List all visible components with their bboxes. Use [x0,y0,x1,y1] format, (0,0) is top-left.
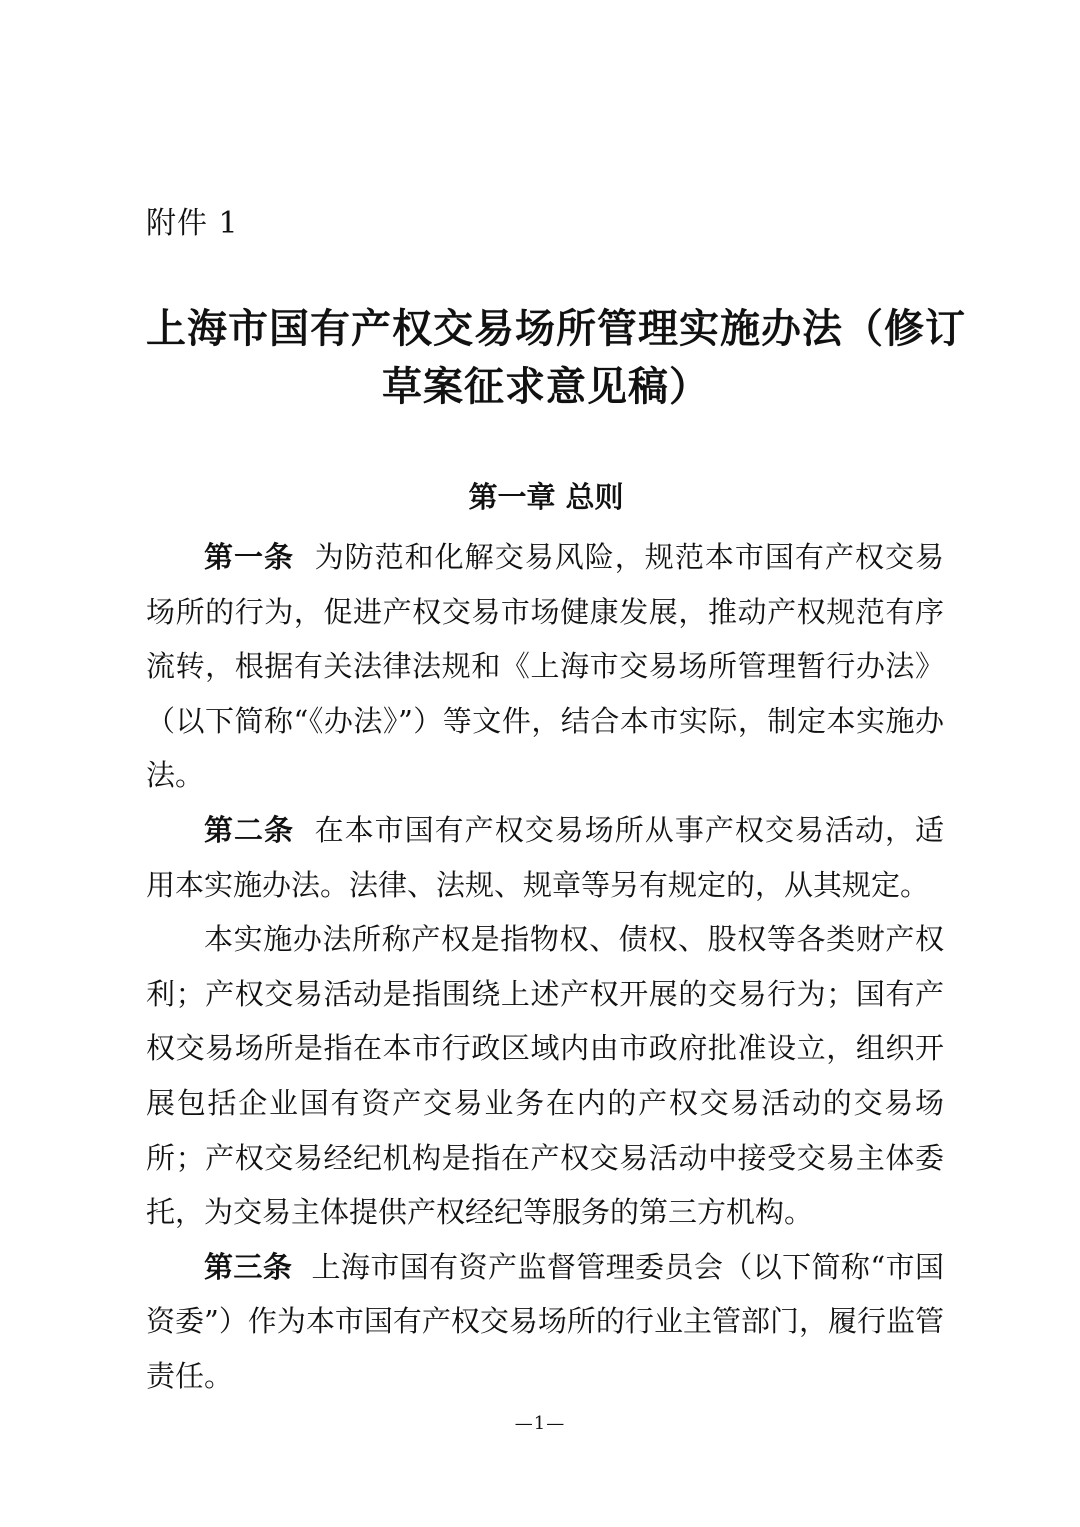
title-line-1: 上海市国有产权交易场所管理实施办法（修订 [146,306,966,352]
article-text: 上海市国有资产监督管理委员会（以下简称“市国资委”）作为本市国有产权交易场所的行业主管部门，履行监管责任。 [146,1249,944,1393]
page-number: —1— [514,1413,566,1434]
article-2 [146,803,944,912]
article-2-paragraph: 本实施办法所称产权是指物权、债权、股权等各类财产权利；产权交易活动是指围绕上述产权开展的交易行为；国有产权交易场所是指在本市行政区域内由市政府批准设立，组织开展包括企业国有资产交易业务在内的产权交易活动的交易场所；产权交易经纪机构是指在产权交易活动中接受交易主体委托，为交易主体提供产权经纪等服务的第三方机构。 [146,922,944,1230]
document-body [146,530,944,1404]
article-number: 第二条 [204,812,295,847]
article-number: 第三条 [204,1249,293,1284]
document-title [146,300,966,416]
chapter-heading: 第一章 总则 [468,480,624,514]
title-line-2: 草案征求意见稿） [382,364,710,410]
article-text: 为防范和化解交易风险，规范本市国有产权交易场所的行为，促进产权交易市场健康发展，推动产权规范有序流转，根据有关法律法规和《上海市交易场所管理暂行办法》（以下简称“《办法》”）等文件，结合本市实际，制定本实施办法。 [146,540,944,793]
article-number: 第一条 [204,540,295,574]
article-text: 在本市国有产权交易场所从事产权交易活动，适用本实施办法。法律、法规、规章等另有规定的，从其规定。 [146,812,944,902]
article-1 [146,530,944,803]
article-3 [146,1240,944,1404]
attachment-label: 附件 1 [146,206,239,241]
